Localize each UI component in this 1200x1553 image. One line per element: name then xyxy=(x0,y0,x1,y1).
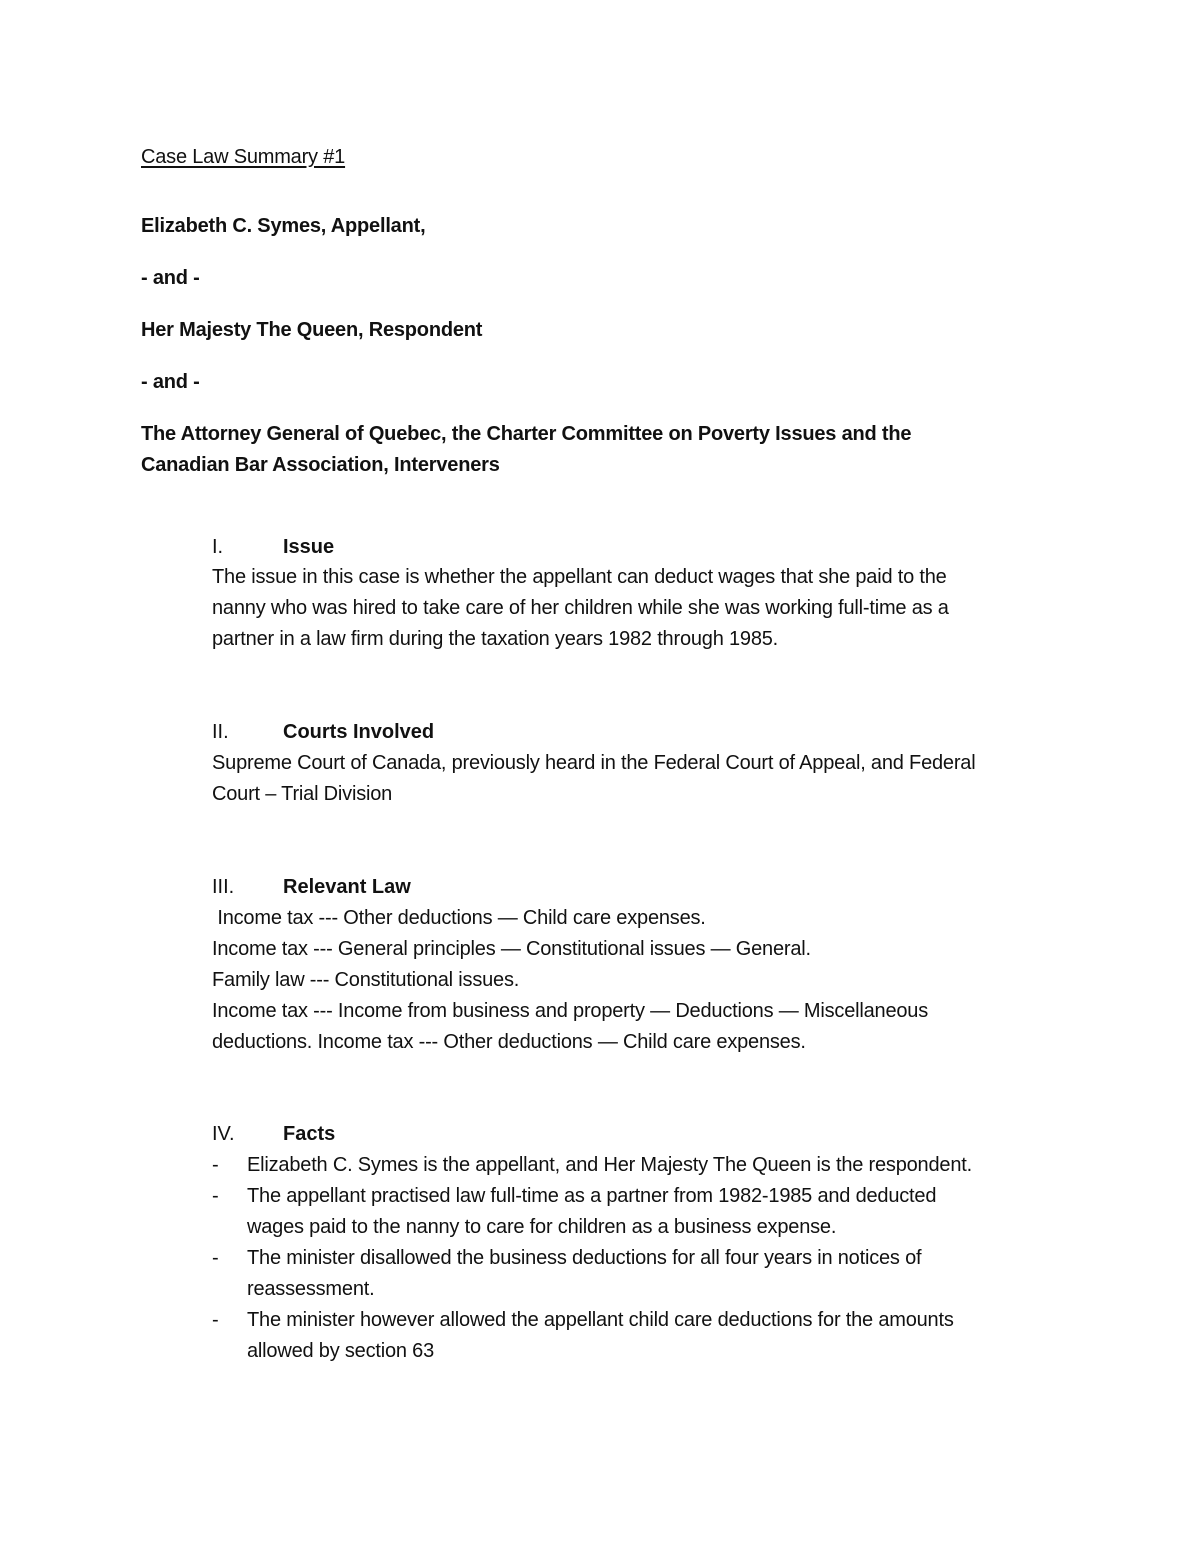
section-text-line: partner in a law firm during the taxation years 1982 through 1985. xyxy=(212,628,779,650)
bullet-dash: - xyxy=(212,1185,219,1207)
section-text-line: deductions. Income tax --- Other deductions — Child care expenses. xyxy=(212,1031,806,1053)
section-heading: Issue xyxy=(283,536,335,558)
section-number: II. xyxy=(212,721,229,743)
section-text-line: Income tax --- Income from business and property — Deductions — Miscellaneous xyxy=(212,1000,929,1022)
section-heading: Facts xyxy=(283,1123,336,1145)
interveners-line-2: Canadian Bar Association, Interveners xyxy=(141,454,500,476)
appellant-line: Elizabeth C. Symes, Appellant, xyxy=(141,215,426,237)
interveners-line-1: The Attorney General of Quebec, the Charter Committee on Poverty Issues and the xyxy=(141,423,912,445)
bullet-text-line: Elizabeth C. Symes is the appellant, and Her Majesty The Queen is the respondent. xyxy=(247,1154,972,1176)
document-title: Case Law Summary #1 xyxy=(141,146,346,168)
bullet-text-line: allowed by section 63 xyxy=(247,1340,435,1362)
bullet-text-line: The minister disallowed the business deductions for all four years in notices of xyxy=(247,1247,922,1269)
bullet-text-line: reassessment. xyxy=(247,1278,375,1300)
section-text-line: Court – Trial Division xyxy=(212,783,393,805)
section-text-line: Income tax --- General principles — Constitutional issues — General. xyxy=(212,938,811,960)
section-heading: Relevant Law xyxy=(283,876,411,898)
section-text-line: Supreme Court of Canada, previously heard in the Federal Court of Appeal, and Federal xyxy=(212,752,976,774)
bullet-dash: - xyxy=(212,1309,219,1331)
bullet-text-line: wages paid to the nanny to care for children as a business expense. xyxy=(247,1216,837,1238)
bullet-text-line: The minister however allowed the appellant child care deductions for the amounts xyxy=(247,1309,954,1331)
section-text-line: The issue in this case is whether the appellant can deduct wages that she paid to the xyxy=(212,566,947,588)
and-separator-1: - and - xyxy=(141,267,200,289)
section-number: I. xyxy=(212,536,224,558)
section-heading: Courts Involved xyxy=(283,721,435,743)
section-text-line: Family law --- Constitutional issues. xyxy=(212,969,520,991)
section-text-line: nanny who was hired to take care of her children while she was working full-time as a xyxy=(212,597,949,619)
bullet-dash: - xyxy=(212,1154,219,1176)
bullet-dash: - xyxy=(212,1247,219,1269)
respondent-line: Her Majesty The Queen, Respondent xyxy=(141,319,483,341)
and-separator-2: - and - xyxy=(141,371,200,393)
section-number: IV. xyxy=(212,1123,235,1145)
section-text-line: Income tax --- Other deductions — Child care expenses. xyxy=(212,907,706,929)
section-number: III. xyxy=(212,876,235,898)
bullet-text-line: The appellant practised law full-time as a partner from 1982-1985 and deducted xyxy=(247,1185,937,1207)
